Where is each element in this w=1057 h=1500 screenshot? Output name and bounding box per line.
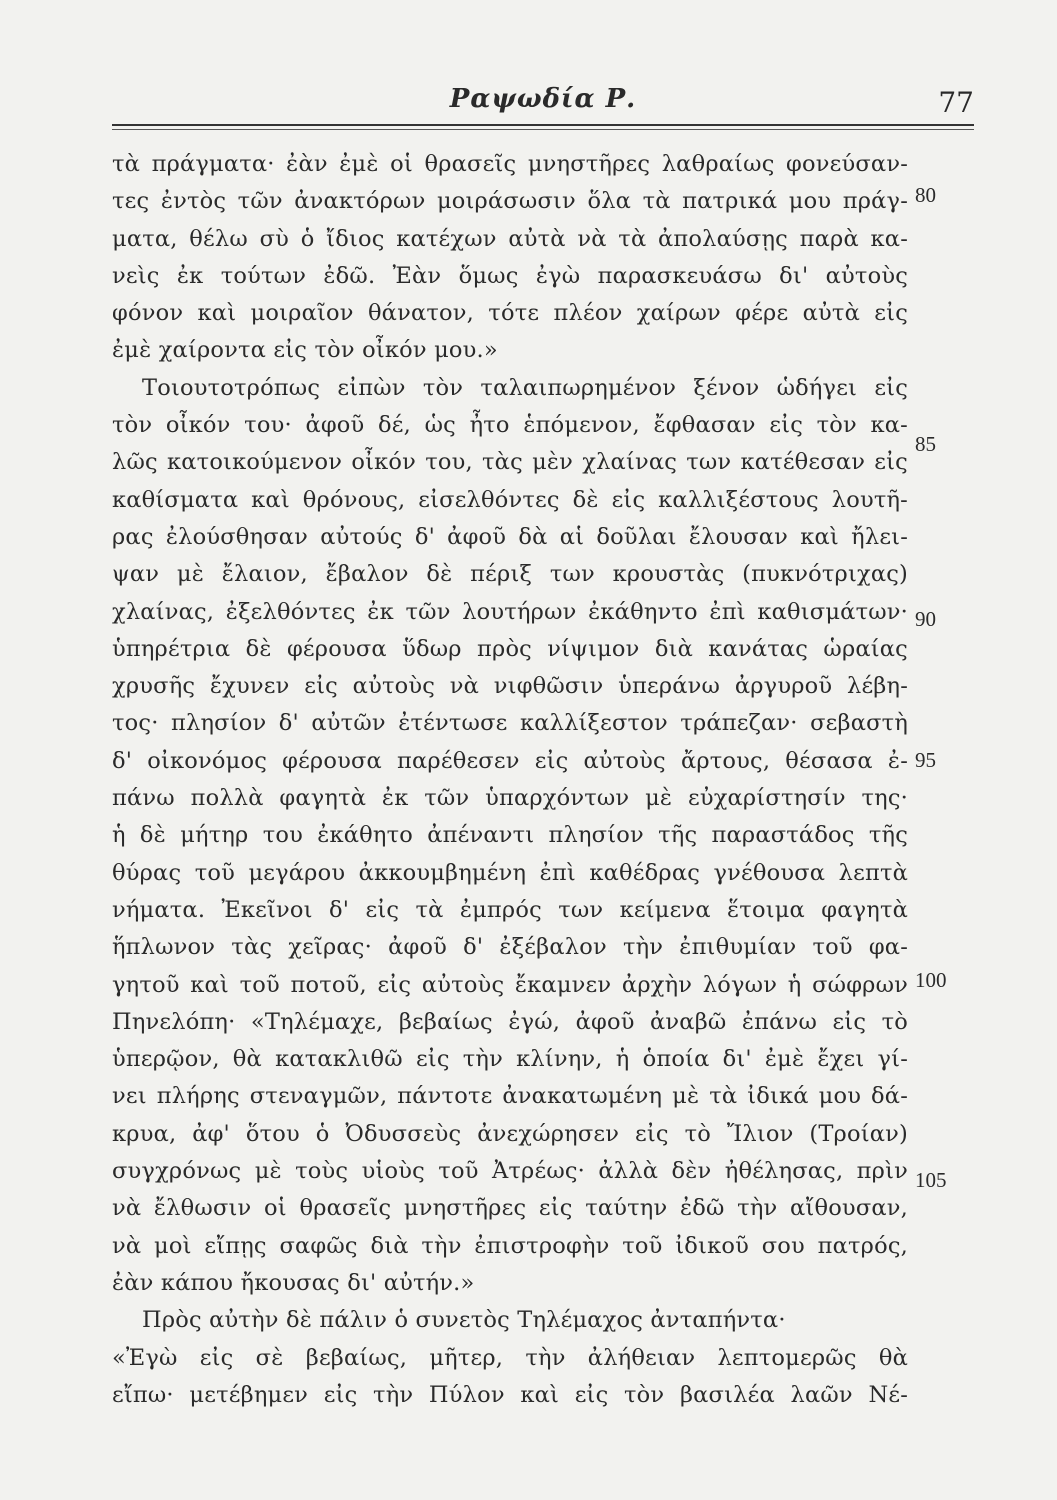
text-line: ἐὰν κάπου ἤκουσας δι' αὐτήν.»: [112, 1269, 475, 1296]
text-line: νὰ ἔλθωσιν οἱ θρασεῖς μνηστῆρες εἰς ταύτην ἐδῶ τὴν αἴθουσαν,: [112, 1195, 908, 1222]
text-line: πάνω πολλὰ φαγητὰ ἐκ τῶν ὑπαρχόντων μὲ εὐχαρίστησίν της·: [112, 785, 908, 812]
text-line: ἐμὲ χαίροντα εἰς τὸν οἶκόν μου.»: [112, 337, 498, 364]
text-line: καθίσματα καὶ θρόνους, εἰσελθόντες δὲ εἰς καλλιξέστους λουτῆ-: [112, 486, 908, 513]
verse-number: 105: [915, 1168, 947, 1192]
text-line: θύρας τοῦ μεγάρου ἀκκουμβημένη ἐπὶ καθέδρας γνέθουσα λεπτὰ: [112, 859, 908, 886]
text-line: κρυα, ἀφ' ὅτου ὁ Ὀδυσσεὺς ἀνεχώρησεν εἰς τὸ Ἴλιον (Τροίαν): [112, 1120, 908, 1147]
text-line: τος· πλησίον δ' αὐτῶν ἐτέντωσε καλλίξεστον τράπεζαν· σεβαστὴ: [112, 710, 908, 737]
page-number: 77: [938, 86, 974, 119]
text-line: Πρὸς αὐτὴν δὲ πάλιν ὁ συνετὸς Τηλέμαχος ἀνταπήντα·: [142, 1307, 786, 1334]
body-text: [112, 146, 908, 1414]
text-line: νὰ μοὶ εἴπῃς σαφῶς διὰ τὴν ἐπιστροφὴν τοῦ ἰδικοῦ σου πατρός,: [112, 1232, 908, 1259]
text-line: νήματα. Ἐκεῖνοι δ' εἰς τὰ ἐμπρός των κείμενα ἕτοιμα φαγητὰ: [112, 896, 908, 923]
text-line: τὰ πράγματα· ἐὰν ἐμὲ οἱ θρασεῖς μνηστῆρες λαθραίως φονεύσαν-: [112, 151, 908, 177]
text-line: ματα, θέλω σὺ ὁ ἴδιος κατέχων αὐτὰ νὰ τὰ ἀπολαύσῃς παρὰ κα-: [112, 225, 908, 252]
text-line: εἴπω· μετέβημεν εἰς τὴν Πύλον καὶ εἰς τὸν βασιλέα λαῶν Νέ-: [112, 1381, 908, 1408]
header-rule: [112, 124, 974, 126]
text-line: τες ἐντὸς τῶν ἀνακτόρων μοιράσωσιν ὅλα τὰ πατρικά μου πράγ-: [112, 188, 908, 215]
text-line: φόνον καὶ μοιραῖον θάνατον, τότε πλέον χαίρων φέρε αὐτὰ εἰς: [112, 300, 908, 327]
text-line: ρας ἐλούσθησαν αὐτούς δ' ἀφοῦ δὰ αἱ δοῦλαι ἔλουσαν καὶ ἤλει-: [112, 523, 908, 550]
text-line: Τοιουτοτρόπως εἰπὼν τὸν ταλαιπωρημένον ξένον ὡδήγει εἰς: [142, 374, 908, 401]
text-line: ἥπλωνον τὰς χεῖρας· ἀφοῦ δ' ἐξέβαλον τὴν ἐπιθυμίαν τοῦ φα-: [112, 934, 908, 961]
text-line: ψαν μὲ ἔλαιον, ἔβαλον δὲ πέριξ των κρουστὰς (πυκνότριχας): [112, 561, 908, 588]
header-rule-thin: [112, 129, 974, 130]
text-line: νει πλήρης στεναγμῶν, πάντοτε ἀνακατωμένη μὲ τὰ ἰδικά μου δά-: [112, 1083, 908, 1110]
verse-number: 100: [915, 968, 947, 992]
text-line: χρυσῆς ἔχυνεν εἰς αὐτοὺς νὰ νιφθῶσιν ὑπεράνω ἀργυροῦ λέβη-: [112, 673, 908, 700]
text-line: λῶς κατοικούμενον οἶκόν του, τὰς μὲν χλαίνας των κατέθεσαν εἰς: [112, 449, 908, 476]
text-line: «Ἐγὼ εἰς σὲ βεβαίως, μῆτερ, τὴν ἀλήθειαν λεπτομερῶς θὰ: [112, 1344, 908, 1371]
running-head: [112, 84, 974, 124]
text-line: χλαίνας, ἐξελθόντες ἐκ τῶν λουτήρων ἐκάθηντο ἐπὶ καθισμάτων·: [112, 598, 908, 625]
text-line: γητοῦ καὶ τοῦ ποτοῦ, εἰς αὐτοὺς ἔκαμνεν ἀρχὴν λόγων ἡ σώφρων: [112, 971, 908, 998]
verse-number: 80: [915, 183, 936, 207]
text-line: ἡ δὲ μήτηρ του ἐκάθητο ἀπέναντι πλησίον τῆς παραστάδος τῆς: [112, 822, 908, 849]
verse-number: 95: [915, 748, 936, 772]
verse-number: 90: [915, 607, 936, 631]
text-line: τὸν οἶκόν του· ἀφοῦ δέ, ὡς ἦτο ἑπόμενον, ἔφθασαν εἰς τὸν κα-: [112, 412, 908, 439]
text-line: νεὶς ἐκ τούτων ἐδῶ. Ἐὰν ὅμως ἐγὼ παρασκευάσω δι' αὐτοὺς: [112, 262, 908, 289]
running-title: Ραψωδία Ρ.: [449, 84, 637, 114]
text-line: δ' οἰκονόμος φέρουσα παρέθεσεν εἰς αὐτοὺς ἄρτους, θέσασα ἐ-: [112, 747, 908, 774]
verse-number: 85: [915, 432, 936, 456]
text-line: ὑπερῷον, θὰ κατακλιθῶ εἰς τὴν κλίνην, ἡ ὁποία δι' ἐμὲ ἔχει γί-: [112, 1046, 908, 1073]
text-line: συγχρόνως μὲ τοὺς υἱοὺς τοῦ Ἀτρέως· ἀλλὰ δὲν ἠθέλησας, πρὶν: [112, 1158, 908, 1185]
text-line: Πηνελόπη· «Τηλέμαχε, βεβαίως ἐγώ, ἀφοῦ ἀναβῶ ἐπάνω εἰς τὸ: [112, 1008, 908, 1035]
text-line: ὑπηρέτρια δὲ φέρουσα ὕδωρ πρὸς νίψιμον διὰ κανάτας ὡραίας: [112, 635, 908, 662]
